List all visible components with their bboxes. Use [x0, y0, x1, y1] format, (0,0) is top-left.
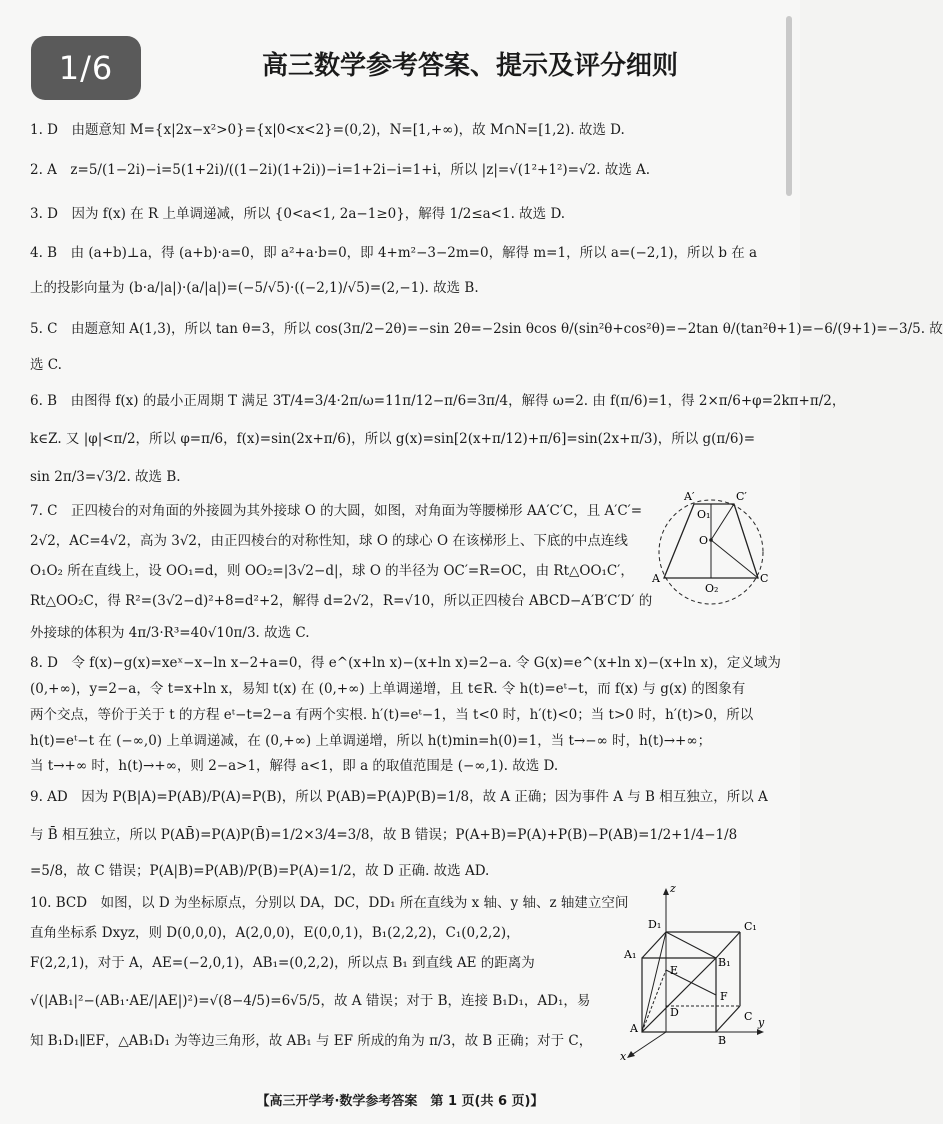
label-a1: A₁: [624, 948, 637, 961]
answer-line: 外接球的体积为 4π/3·R³=40√10π/3. 故选 C.: [30, 625, 310, 641]
answer-line: 两个交点，等价于关于 t 的方程 eᵗ−t=2−a 有两个实根. h′(t)=eᵗ−1，当 t<0 时，h′(t)<0；当 t>0 时，h′(t)>0，所以: [30, 707, 754, 723]
label-o: O: [699, 534, 709, 547]
answer-q1: [30, 112, 770, 148]
answer-line: F(2,2,1)，对于 A，AE=(−2,0,1)，AB₁=(0,2,2)，所以点 B₁ 到直线 AE 的距离为: [30, 955, 535, 971]
answer-line: 10. BCD 如图，以 D 为坐标原点，分别以 DA，DC，DD₁ 所在直线为 x 轴、y 轴、z 轴建立空间: [30, 895, 629, 911]
label-a: A: [630, 1022, 638, 1035]
label-f: F: [720, 990, 728, 1003]
answer-q2: [30, 148, 770, 192]
answer-line: 选 C.: [30, 357, 62, 373]
label-c: C: [744, 1010, 753, 1023]
answer-line: 当 t→+∞ 时，h(t)→+∞，则 2−a>1，解得 a<1，即 a 的取值范围是 (−∞,1). 故选 D.: [30, 758, 559, 774]
answer-line: 3. D 因为 f(x) 在 R 上单调递减，所以 {0<a<1, 2a−1≥0}，解得 1/2≤a<1. 故选 D.: [30, 206, 566, 222]
answer-line: k∈Z. 又 |φ|<π/2，所以 φ=π/6，f(x)=sin(2x+π/6)，所以 g(x)=sin[2(x+π/12)+π/6]=sin(2x+π/3)，所以 g(π/6)=: [30, 431, 756, 447]
answer-line: 与 B̄ 相互独立，所以 P(AB̄)=P(A)P(B̄)=1/2×3/4=3/8，故 B 错误；P(A+B)=P(A)+P(B)−P(AB)=1/2+1/4−1/8: [30, 827, 738, 843]
cube-coordinate-figure: [596, 882, 770, 1062]
answer-line: √(|AB₁|²−(AB₁·AE/|AE|)²)=√(8−4/5)=6√5/5，故 A 错误；对于 B，连接 B₁D₁，AD₁，易: [30, 993, 591, 1009]
page-footer: 【高三开学考·数学参考答案 第 1 页(共 6 页)】: [256, 1094, 544, 1109]
answer-q10: [30, 882, 770, 1063]
answer-line: 9. AD 因为 P(B|A)=P(AB)/P(A)=P(B)，所以 P(AB)=P(A)P(B)=1/8，故 A 正确；因为事件 A 与 B 相互独立，所以 A: [30, 789, 768, 805]
page-badge: 1/6: [31, 36, 141, 100]
answers-content: [30, 112, 943, 1063]
label-a-prime: A′: [684, 490, 695, 503]
answer-q8: [30, 650, 781, 778]
label-d: D: [670, 1006, 679, 1019]
answer-q3: [30, 192, 770, 236]
label-b: B: [718, 1034, 727, 1047]
answer-line: 7. C 正四棱台的对角面的外接圆为其外接球 O 的大圆，如图，对角面为等腰梯形 AA′C′C，且 A′C′=: [30, 503, 643, 519]
answer-line: O₁O₂ 所在直线上，设 OO₁=d，则 OO₂=|3√2−d|，球 O 的半径为 OC′=R=OC，由 Rt△OO₁C′，: [30, 563, 634, 579]
label-o1: O₁: [697, 508, 711, 521]
answer-line: 1. D 由题意知 M={x|2x−x²>0}={x|0<x<2}=(0,2)，N=[1,+∞)，故 M∩N=[1,2). 故选 D.: [30, 122, 625, 138]
answer-line: 2√2，AC=4√2，高为 3√2，由正四棱台的对称性知，球 O 的球心 O 在该梯形上、下底的中点连线: [30, 533, 628, 549]
label-o2: O₂: [705, 582, 719, 595]
answer-line: 4. B 由 (a+b)⊥a，得 (a+b)·a=0，即 a²+a·b=0，即 4+m²−3−2m=0，解得 m=1，所以 a=(−2,1)，所以 b 在 a: [30, 245, 758, 261]
answer-line: 5. C 由题意知 A(1,3)，所以 tan θ=3，所以 cos(3π/2−2θ)=−sin 2θ=−2sin θcos θ/(sin²θ+cos²θ)=−2tan θ/(tan²θ+1)=−6/(9+1)=−3/5. 故: [30, 321, 943, 337]
answer-line: (0,+∞)，y=2−a，令 t=x+ln x，易知 t(x) 在 (0,+∞) 上单调递增，且 t∈R. 令 h(t)=eᵗ−t，而 f(x) 与 g(x) 的图象有: [30, 681, 746, 697]
answer-q9: [30, 778, 770, 888]
answer-q6: [30, 382, 846, 496]
answer-line: =5/8，故 C 错误；P(A|B)=P(AB)/P(B)=P(A)=1/2，故 D 正确. 故选 AD.: [30, 863, 490, 879]
answer-line: 知 B₁D₁∥EF，△AB₁D₁ 为等边三角形，故 AB₁ 与 EF 所成的角为 π/3，故 B 正确；对于 C，: [30, 1033, 593, 1049]
answer-q7: [30, 490, 770, 650]
label-d1: D₁: [648, 918, 662, 931]
answer-line: h(t)=eᵗ−t 在 (−∞,0) 上单调递减，在 (0,+∞) 上单调递增，所以 h(t)min=h(0)=1，当 t→−∞ 时，h(t)→+∞；: [30, 733, 712, 749]
label-c-prime: C′: [736, 490, 747, 503]
label-x: x: [620, 1050, 627, 1063]
label-b1: B₁: [718, 956, 731, 969]
answer-line: 上的投影向量为 (b·a/|a|)·(a/|a|)=(−5/√5)·((−2,1)/√5)=(2,−1). 故选 B.: [30, 280, 479, 296]
label-a: A: [652, 572, 660, 585]
answer-line: 6. B 由图得 f(x) 的最小正周期 T 满足 3T/4=3/4·2π/ω=11π/12−π/6=3π/4，解得 ω=2. 由 f(π/6)=1，得 2×π/6+φ=2kπ+π/2，: [30, 393, 846, 409]
label-c: C: [760, 572, 769, 585]
frustum-section-figure: [648, 490, 774, 610]
answer-line: 2. A z=5/(1−2i)−i=5(1+2i)/((1−2i)(1+2i))−i=1+2i−i=1+i，所以 |z|=√(1²+1²)=√2. 故选 A.: [30, 162, 651, 178]
answer-q5: [30, 308, 943, 382]
label-e: E: [670, 964, 679, 977]
page-title: 高三数学参考答案、提示及评分细则: [261, 51, 678, 81]
label-y: y: [758, 1016, 765, 1029]
answer-line: 8. D 令 f(x)−g(x)=xeˣ−x−ln x−2+a=0，得 e^(x+ln x)−(x+ln x)=2−a. 令 G(x)=e^(x+ln x)−(x+ln x)，定义域为: [30, 655, 781, 671]
answer-line: Rt△OO₂C，得 R²=(3√2−d)²+8=d²+2，解得 d=2√2，R=√10，所以正四棱台 ABCD−A′B′C′D′ 的: [30, 593, 653, 609]
label-z: z: [670, 882, 676, 895]
answer-line: 直角坐标系 Dxyz，则 D(0,0,0)，A(2,0,0)，E(0,0,1)，B₁(2,2,2)，C₁(0,2,2)，: [30, 925, 520, 941]
label-c1: C₁: [744, 920, 757, 933]
answer-q4: [30, 236, 770, 308]
vertical-scrollbar[interactable]: [786, 16, 792, 196]
answer-line: sin 2π/3=√3/2. 故选 B.: [30, 469, 181, 485]
